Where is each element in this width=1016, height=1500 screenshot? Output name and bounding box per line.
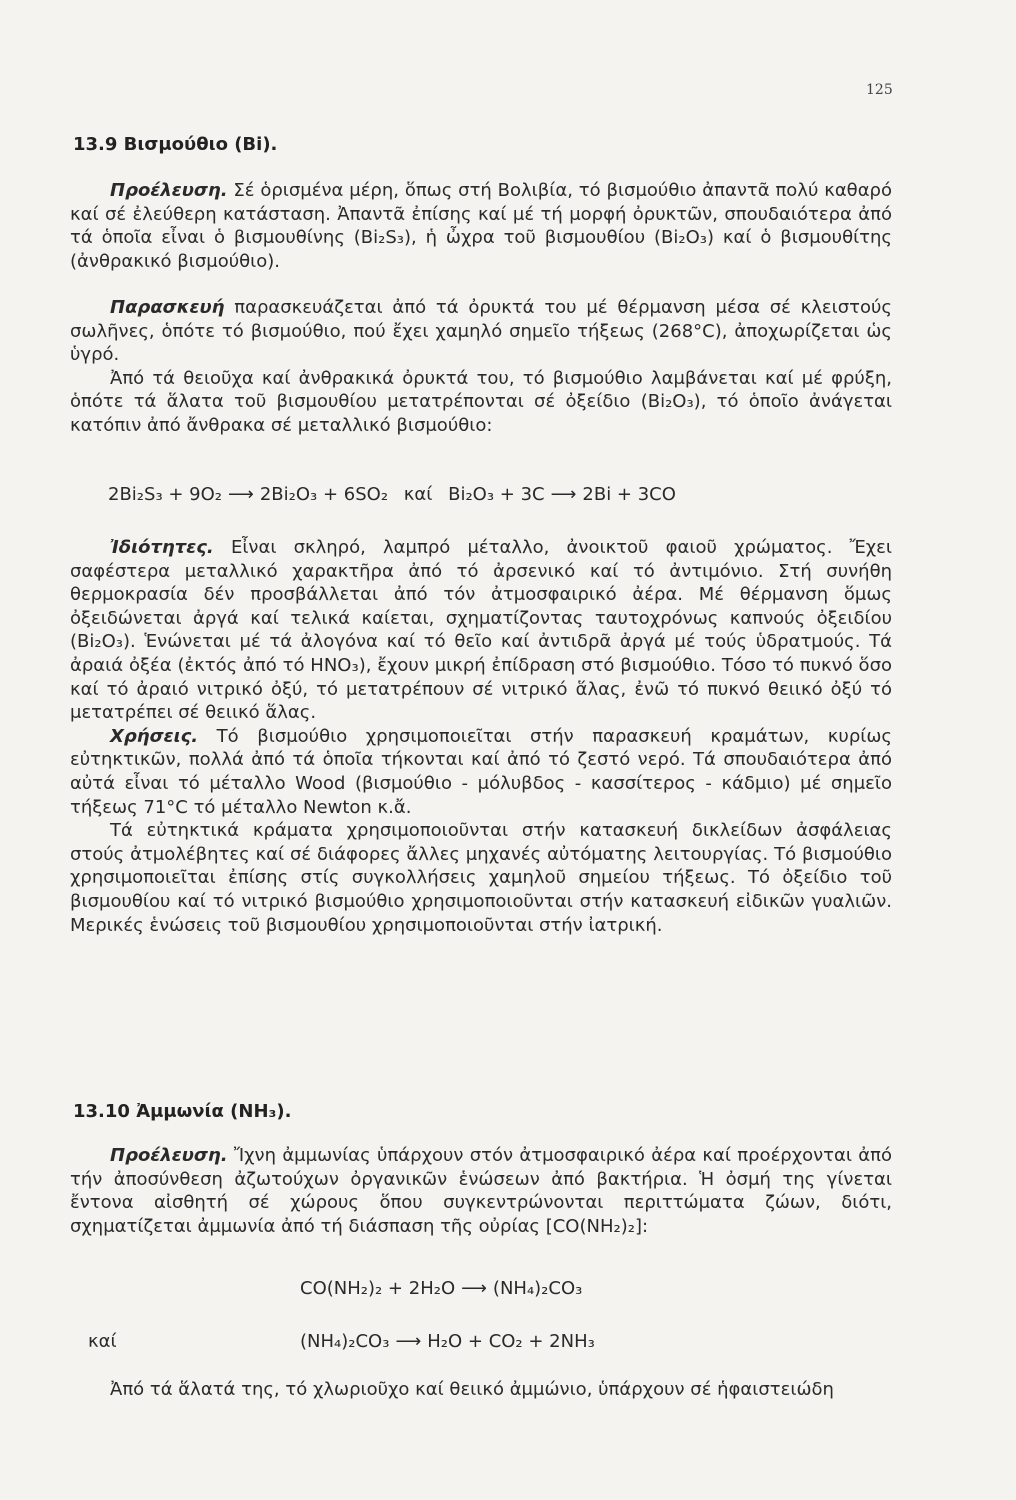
ammonia-origin-paragraph (70, 1144, 892, 1238)
properties-lead: Ἰδιότητες. (110, 537, 214, 558)
preparation-text: παρασκευάζεται ἀπό τά ὀρυκτά του μέ θέρμανση μέσα σέ κλειστούς σωλῆνες, ὁπότε τό βισμούθιο, πού ἔχει χαμηλό σημεῖο τήξεως (268°C), ἀποχωρίζεται ὡς ὑγρό. (70, 297, 892, 366)
origin-lead: Προέλευση. (110, 180, 228, 201)
ammonia-equation-2 (300, 1331, 595, 1352)
section-heading-ammonia: 13.10 Ἀμμωνία (NH₃). (73, 1101, 292, 1122)
arrow-icon: ⟶ (550, 484, 577, 505)
ammonia-continuation-paragraph (70, 1378, 892, 1402)
ammonia-origin-lead: Προέλευση. (110, 1145, 228, 1166)
ammonia-eq1-right: (NH₄)₂CO₃ (492, 1278, 583, 1299)
arrow-icon: ⟶ (461, 1278, 487, 1299)
ammonia-eq2-right: H₂O + CO₂ + 2NH₃ (427, 1331, 595, 1352)
bismuth-origin-paragraph (70, 179, 892, 273)
equation-connector: καί (403, 484, 433, 505)
equation-1-right: 2Bi₂O₃ + 6SO₂ (259, 484, 389, 505)
ammonia-equation-1 (300, 1278, 582, 1299)
ammonia-origin-text: Ἴχνη ἀμμωνίας ὑπάρχουν στόν ἀτμοσφαιρικό ἀέρα καί προέρχονται ἀπό τήν ἀποσύνθεση ἀζωτούχων ὀργανικῶν ἑνώσεων ἀπό βακτήρια. Ἡ ὀσμή της γίνεται ἔντονα αἰσθητή σέ χώρους ὅπου συγκεντρώνονται περιττώματα ζώων, διότι, σχηματίζεται ἀμμωνία ἀπό τή διάσπαση τῆς οὐρίας [CO(NH₂)₂]: (70, 1145, 892, 1237)
arrow-icon: ⟶ (395, 1331, 422, 1352)
preparation-text-2: Ἀπό τά θειοῦχα καί ἀνθρακικά ὀρυκτά του, τό βισμούθιο λαμβάνεται καί μέ φρύξη, ὁπότε τά ἅλατα τοῦ βισμουθίου μετατρέπονται σέ ὀξείδιο (Bi₂O₃), τό ὁποῖο ἀνάγεται κατόπιν ἀπό ἄνθρακα σέ μεταλλικό βισμούθιο: (70, 367, 892, 436)
page-number: 125 (866, 82, 893, 98)
equation-2-right: 2Bi + 3CO (582, 484, 676, 505)
uses-text: Τό βισμούθιο χρησιμοποιεῖται στήν παρασκευή κραμάτων, κυρίως εὐτηκτικῶν, πολλά ἀπό τά ὁποῖα τήκονται καί ἀπό τό ζεστό νερό. Τά σπουδαιότερα ἀπό αὐτά εἶναι τό μέταλλο Wood (βισμούθιο - μόλυβδος - κασσίτερος - κάδμιο) μέ σημεῖο τήξεως 71°C τό μέταλλο Newton κ.ἄ. (70, 725, 892, 818)
ammonia-last-line: Ἀπό τά ἅλατά της, τό χλωριοῦχο καί θειικό ἀμμώνιο, ὑπάρχουν σέ ἡφαιστειώδη (110, 1379, 834, 1400)
origin-text: Σέ ὁρισμένα μέρη, ὅπως στή Βολιβία, τό βισμούθιο ἀπαντᾶ πολύ καθαρό καί σέ ἐλεύθερη κατάσταση. Ἀπαντᾶ ἐπίσης καί μέ τή μορφή ὀρυκτῶν, σπουδαιότερα ἀπό τά ὁποῖα εἶναι ὁ βισμουθίνης (Bi₂S₃), ἡ ὦχρα τοῦ βισμουθίου (Bi₂O₃) καί ὁ βισμουθίτης (ἀνθρακικό βισμούθιο). (70, 180, 892, 272)
equation-2-left: Bi₂O₃ + 3C (448, 484, 545, 505)
section-heading-bismuth: 13.9 Βισμούθιο (Bi). (73, 134, 278, 155)
ammonia-eq2-left: (NH₄)₂CO₃ (300, 1331, 390, 1352)
equation-1-left: 2Bi₂S₃ + 9O₂ (108, 484, 223, 505)
uses-text-2: Τά εὐτηκτικά κράματα χρησιμοποιοῦνται στήν κατασκευή δικλείδων ἀσφάλειας στούς ἀτμολέβητες καί σέ διάφορες ἄλλες μηχανές αὐτόματης λειτουργίας. Τό βισμούθιο χρησιμοποιεῖται ἐπίσης στίς συγκολλήσεις χαμηλοῦ σημείου τήξεως. Τό ὀξείδιο τοῦ βισμουθίου καί τό νιτρικό βισμούθιο χρησιμοποιοῦνται στήν κατασκευή εἰδικῶν γυαλιῶν. Μερικές ἑνώσεις τοῦ βισμουθίου χρησιμοποιοῦνται στήν ἰατρική. (70, 820, 892, 936)
uses-lead: Χρήσεις. (110, 725, 199, 747)
properties-text: Εἶναι σκληρό, λαμπρό μέταλλο, ἀνοικτοῦ φαιοῦ χρώματος. Ἔχει σαφέστερα μεταλλικό χαρακτῆρα ἀπό τό ἀρσενικό καί τό ἀντιμόνιο. Στή συνήθη θερμοκρασία δέν προσβάλλεται ἀπό τόν ἀτμοσφαιρικό ἀέρα. Μέ θέρμανση ὅμως ὀξειδώνεται ἀργά καί τελικά καίεται, σχηματίζοντας ταυτοχρόνως καπνούς ὀξειδίου (Bi₂O₃). Ἑνώνεται μέ τά ἀλογόνα καί τό θεῖο καί ἀντιδρᾶ ἀργά μέ τούς ὑδρατμούς. Τά ἀραιά ὀξέα (ἐκτός ἀπό τό HNO₃), ἔχουν μικρή ἐπίδραση στό βισμούθιο. Τόσο τό πυκνό ὅσο καί τό ἀραιό νιτρικό ὀξύ, τό μετατρέπουν σέ νιτρικό ἅλας, ἐνῶ τό πυκνό θειικό ὀξύ τό μετατρέπει σέ θειικό ἅλας. (70, 537, 892, 724)
arrow-icon: ⟶ (228, 484, 254, 505)
ammonia-equation-connector: καί (88, 1331, 117, 1352)
preparation-lead: Παρασκευή (110, 297, 225, 318)
bismuth-preparation-paragraph (70, 296, 892, 438)
bismuth-properties-paragraph (70, 536, 892, 937)
bismuth-equations (108, 484, 676, 505)
ammonia-eq1-left: CO(NH₂)₂ + 2H₂O (300, 1278, 456, 1299)
